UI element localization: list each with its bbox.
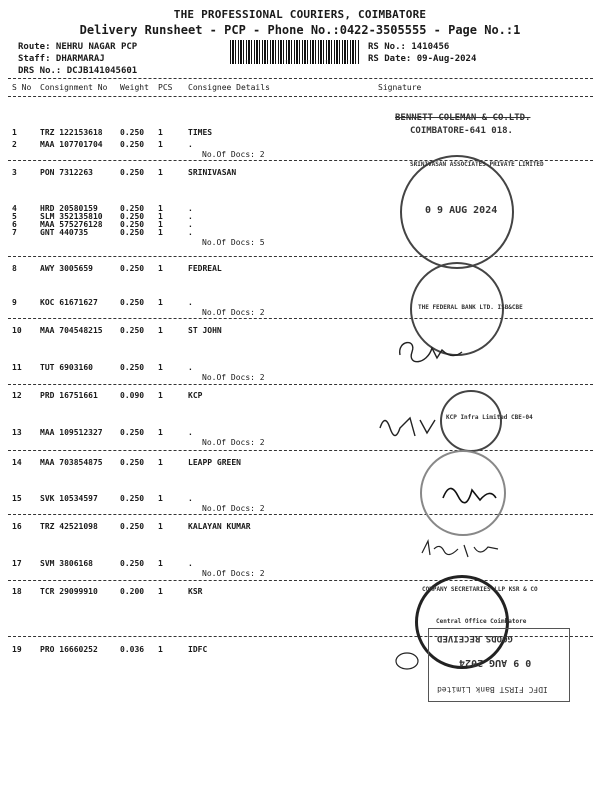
row-9-docs: No.Of Docs: 2	[202, 308, 265, 317]
row-16-wt: 0.250	[120, 522, 145, 531]
rs-number: RS No.: 1410456	[368, 42, 450, 52]
row-11-docs: No.Of Docs: 2	[202, 373, 265, 382]
row-12-pcs: 1	[158, 391, 163, 400]
row-2-wt: 0.250	[120, 140, 145, 149]
row-10-wt: 0.250	[120, 326, 145, 335]
row-7-cn: GNT 440735	[40, 228, 89, 237]
row-10-cn: MAA 704548215	[40, 326, 103, 335]
row-11-con: .	[188, 363, 193, 372]
row-14-cn: MAA 703854875	[40, 458, 103, 467]
federal-bank-stamp-ring: THE FEDERAL BANK LTD. ISB&CBE	[418, 304, 523, 311]
row-12-wt: 0.090	[120, 391, 145, 400]
col-header-weight: Weight	[120, 83, 149, 92]
row-9-con: .	[188, 298, 193, 307]
row-2-pcs: 1	[158, 140, 163, 149]
row-divider	[8, 450, 593, 451]
row-5-sno: 5	[12, 212, 17, 221]
row-19-sno: 19	[12, 645, 22, 654]
row-7-docs: No.Of Docs: 5	[202, 238, 265, 247]
row-11-sno: 11	[12, 363, 22, 372]
company-name: THE PROFESSIONAL COURIERS, COIMBATORE	[173, 8, 427, 21]
row-17-wt: 0.250	[120, 559, 145, 568]
row-7-pcs: 1	[158, 228, 163, 237]
row-1-pcs: 1	[158, 128, 163, 137]
row-6-pcs: 1	[158, 220, 163, 229]
bennett-stamp-line1: BENNETT COLEMAN & CO.LTD.	[395, 113, 531, 123]
row-16-sno: 16	[12, 522, 22, 531]
barcode	[230, 40, 360, 64]
row-18-wt: 0.200	[120, 587, 145, 596]
row-13-pcs: 1	[158, 428, 163, 437]
row-17-sno: 17	[12, 559, 22, 568]
row-divider	[8, 580, 593, 581]
row-2-docs: No.Of Docs: 2	[202, 150, 265, 159]
row-15-wt: 0.250	[120, 494, 145, 503]
row-11-cn: TUT 6903160	[40, 363, 93, 372]
row-6-sno: 6	[12, 220, 17, 229]
col-header-signature: Signature	[378, 83, 422, 92]
row-12-cn: PRD 16751661	[40, 391, 98, 400]
drs-number: DRS No.: DCJB141045601	[18, 66, 138, 76]
idfc-stamp	[428, 628, 570, 702]
idfc-stamp-bottom: IDFC FIRST Bank Limited	[437, 685, 548, 694]
row-8-wt: 0.250	[120, 264, 145, 273]
staff-label: Staff: DHARMARAJ	[18, 54, 105, 64]
row-11-wt: 0.250	[120, 363, 145, 372]
row-3-con: SRINIVASAN	[188, 168, 237, 177]
row-10-pcs: 1	[158, 326, 163, 335]
row-13-con: .	[188, 428, 193, 437]
col-header-pcs: PCS	[158, 83, 173, 92]
row-13-wt: 0.250	[120, 428, 145, 437]
row-8-pcs: 1	[158, 264, 163, 273]
row-13-docs: No.Of Docs: 2	[202, 438, 265, 447]
row-16-pcs: 1	[158, 522, 163, 531]
row-15-cn: SVK 10534597	[40, 494, 98, 503]
row-10-con: ST JOHN	[188, 326, 222, 335]
row-19-con: IDFC	[188, 645, 208, 654]
rs-date: RS Date: 09-Aug-2024	[368, 54, 477, 64]
row-7-sno: 7	[12, 228, 17, 237]
row-6-wt: 0.250	[120, 220, 145, 229]
row-1-cn: TRZ 122153618	[40, 128, 103, 137]
row-5-cn: SLM 352135810	[40, 212, 103, 221]
row-2-con: .	[188, 140, 193, 149]
row-13-cn: MAA 109512327	[40, 428, 103, 437]
row-7-wt: 0.250	[120, 228, 145, 237]
row-19-wt: 0.036	[120, 645, 145, 654]
row-8-sno: 8	[12, 264, 17, 273]
row-18-pcs: 1	[158, 587, 163, 596]
row-2-sno: 2	[12, 140, 17, 149]
row-4-pcs: 1	[158, 204, 163, 213]
row-5-pcs: 1	[158, 212, 163, 221]
row-9-cn: KOC 61671627	[40, 298, 98, 307]
signature-st-john	[392, 330, 472, 370]
row-10-sno: 10	[12, 326, 22, 335]
srinivasan-stamp-date: 0 9 AUG 2024	[425, 205, 498, 216]
row-3-sno: 3	[12, 168, 17, 177]
row-9-sno: 9	[12, 298, 17, 307]
row-14-con: LEAPP GREEN	[188, 458, 241, 467]
signature-idfc-initial	[392, 650, 422, 672]
row-divider	[8, 318, 593, 319]
row-6-cn: MAA 575276128	[40, 220, 103, 229]
row-4-sno: 4	[12, 204, 17, 213]
row-2-cn: MAA 107701704	[40, 140, 103, 149]
row-9-wt: 0.250	[120, 298, 145, 307]
row-17-docs: No.Of Docs: 2	[202, 569, 265, 578]
row-16-cn: TRZ 42521098	[40, 522, 98, 531]
idfc-stamp-top: GOODS RECEIVED	[437, 633, 513, 643]
row-12-sno: 12	[12, 391, 22, 400]
row-15-docs: No.Of Docs: 2	[202, 504, 265, 513]
row-14-wt: 0.250	[120, 458, 145, 467]
row-divider	[8, 384, 593, 385]
row-19-cn: PRO 16660252	[40, 645, 98, 654]
srinivasan-stamp-ring: SRINIVASAN ASSOCIATES PRIVATE LIMITED	[410, 161, 544, 168]
row-9-pcs: 1	[158, 298, 163, 307]
col-header-sno: S No	[12, 83, 32, 92]
row-14-pcs: 1	[158, 458, 163, 467]
signature-kcp	[375, 408, 455, 444]
col-header-consignee: Consignee Details	[188, 83, 270, 92]
row-1-sno: 1	[12, 128, 17, 137]
row-7-con: .	[188, 228, 193, 237]
row-15-con: .	[188, 494, 193, 503]
row-divider	[8, 256, 593, 257]
row-8-con: FEDREAL	[188, 264, 222, 273]
row-4-con: .	[188, 204, 193, 213]
row-8-cn: AWY 3005659	[40, 264, 93, 273]
row-18-con: KSR	[188, 587, 203, 596]
row-17-cn: SVM 3806168	[40, 559, 93, 568]
row-3-pcs: 1	[158, 168, 163, 177]
row-11-pcs: 1	[158, 363, 163, 372]
signature-kalayan-kumar	[418, 535, 508, 563]
row-divider	[8, 514, 593, 515]
row-15-pcs: 1	[158, 494, 163, 503]
runsheet-title: Delivery Runsheet - PCP - Phone No.:0422-3505555 - Page No.:1	[79, 23, 521, 37]
row-5-wt: 0.250	[120, 212, 145, 221]
row-3-wt: 0.250	[120, 168, 145, 177]
row-15-sno: 15	[12, 494, 22, 503]
col-header-consignment: Consignment No	[40, 83, 108, 92]
row-19-pcs: 1	[158, 645, 163, 654]
route-label: Route: NEHRU NAGAR PCP	[18, 42, 138, 52]
signature-leapp-green	[440, 478, 500, 508]
row-6-con: .	[188, 220, 193, 229]
row-3-cn: PON 7312263	[40, 168, 93, 177]
ksr-stamp-center: Central Office Coimbatore	[436, 618, 527, 625]
row-16-con: KALAYAN KUMAR	[188, 522, 251, 531]
row-4-cn: HRD 20580159	[40, 204, 98, 213]
row-14-sno: 14	[12, 458, 22, 467]
bennett-stamp-line2: COIMBATORE-641 018.	[410, 126, 513, 136]
row-17-con: .	[188, 559, 193, 568]
row-13-sno: 13	[12, 428, 22, 437]
divider	[8, 78, 593, 79]
idfc-stamp-date: 0 9 AUG 2024	[459, 657, 532, 668]
row-17-pcs: 1	[158, 559, 163, 568]
row-5-con: .	[188, 212, 193, 221]
row-1-con: TIMES	[188, 128, 213, 137]
row-18-sno: 18	[12, 587, 22, 596]
row-12-con: KCP	[188, 391, 203, 400]
row-18-cn: TCR 29099910	[40, 587, 98, 596]
row-1-wt: 0.250	[120, 128, 145, 137]
divider	[8, 96, 593, 97]
ksr-stamp-ring: COMPANY SECRETARIES LLP KSR & CO	[422, 586, 538, 593]
row-4-wt: 0.250	[120, 204, 145, 213]
kcp-stamp-ring: KCP Infra Limited CBE-04	[446, 414, 533, 421]
